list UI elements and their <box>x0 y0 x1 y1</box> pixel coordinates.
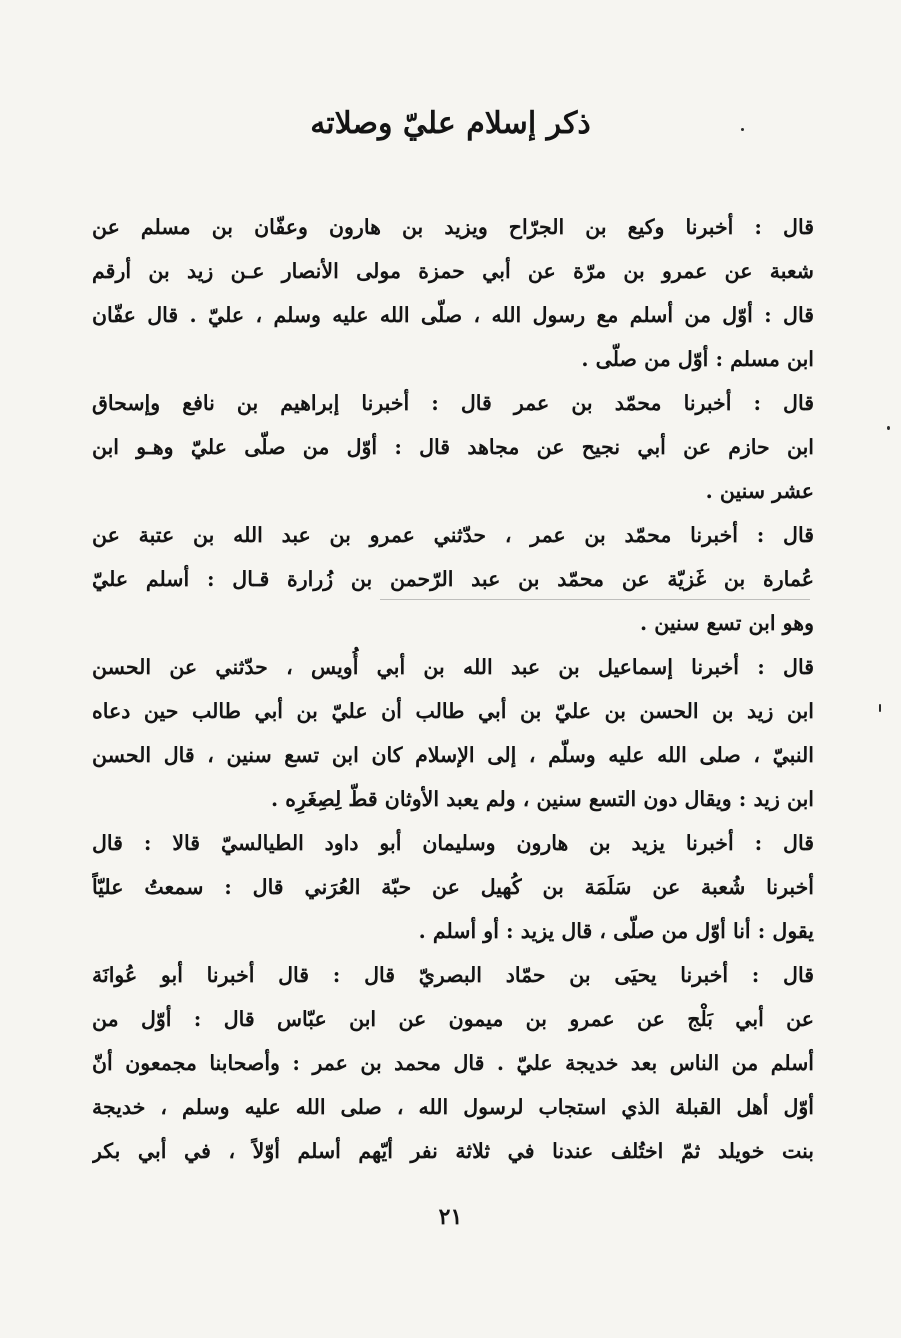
text-line: قال : أخبرنا يحيَى بن حمّاد البصريّ قال : قال أخبرنا أبو عُوانَة <box>92 963 814 987</box>
text-line: أسلم من الناس بعد خديجة عليّ . قال محمد بن عمر : وأصحابنا مجمعون أنّ <box>92 1051 814 1075</box>
paragraph-2 <box>92 381 814 513</box>
scan-speck <box>741 128 744 131</box>
paragraph-3 <box>92 513 814 645</box>
paragraph-6 <box>92 953 814 1173</box>
text-line: شعبة عن عمرو بن مرّة عن أبي حمزة مولى الأنصار عـن زيد بن أرقم <box>92 259 814 283</box>
text-line: ابن مسلم : أوّل من صلّى . <box>581 347 814 371</box>
text-line: وهو ابن تسع سنين . <box>639 611 814 635</box>
scan-speck <box>887 426 890 430</box>
paragraph-5 <box>92 821 814 953</box>
text-line: قال : أوّل من أسلم مع رسول الله ، صلّى الله عليه وسلم ، عليّ . قال عفّان <box>92 303 814 327</box>
text-line: ابن زيد بن الحسن بن عليّ بن أبي طالب أن عليّ بن أبي طالب حين دعاه <box>92 699 814 723</box>
text-line: بنت خويلد ثمّ اختُلف عندنا في ثلاثة نفر أيّهم أسلم أوّلاً ، في أبي بكر <box>92 1139 814 1163</box>
text-line: يقول : أنا أوّل من صلّى ، قال يزيد : أو أسلم . <box>418 919 814 943</box>
scan-speck <box>879 704 881 712</box>
text-line: أخبرنا شُعبة عن سَلَمَة بن كُهيل عن حبّة العُرَني قال : سمعتُ عليّاً <box>92 875 814 899</box>
page-number: ٢١ <box>438 1204 463 1230</box>
scan-line <box>380 599 810 600</box>
text-line: عشر سنين . <box>705 479 814 503</box>
body-text <box>92 205 814 1173</box>
paragraph-4 <box>92 645 814 821</box>
text-line: أوّل أهل القبلة الذي استجاب لرسول الله ، صلى الله عليه وسلم ، خديجة <box>92 1095 814 1119</box>
text-line: عن أبي بَلْج عن عمرو بن ميمون عن ابن عبّاس قال : أوّل من <box>92 1007 814 1031</box>
text-line: ابن زيد : ويقال دون التسع سنين ، ولم يعبد الأوثان قطّ لِصِغَرِه . <box>271 787 814 811</box>
text-line: قال : أخبرنا محمّد بن عمر ، حدّثني عمرو بن عبد الله بن عتبة عن <box>92 523 814 547</box>
text-line: قال : أخبرنا إسماعيل بن عبد الله بن أبي أُويس ، حدّثني عن الحسن <box>92 655 814 679</box>
text-line: قال : أخبرنا محمّد بن عمر قال : أخبرنا إبراهيم بن نافع وإسحاق <box>92 391 814 415</box>
chapter-title: ذكر إسلام عليّ وصلاته <box>310 106 591 141</box>
text-line: النبيّ ، صلى الله عليه وسلّم ، إلى الإسلام كان ابن تسع سنين ، قال الحسن <box>92 743 814 767</box>
text-line: عُمارة بن غَزيّة عن محمّد بن عبد الرّحمن بن زُرارة قـال : أسلم عليّ <box>92 567 814 591</box>
text-line: قال : أخبرنا وكيع بن الجرّاح ويزيد بن هارون وعفّان بن مسلم عن <box>92 215 814 239</box>
paragraph-1 <box>92 205 814 381</box>
text-line: ابن حازم عن أبي نجيح عن مجاهد قال : أوّل من صلّى عليّ وهـو ابن <box>92 435 814 459</box>
text-line: قال : أخبرنا يزيد بن هارون وسليمان أبو داود الطيالسيّ قالا : قال <box>92 831 814 855</box>
